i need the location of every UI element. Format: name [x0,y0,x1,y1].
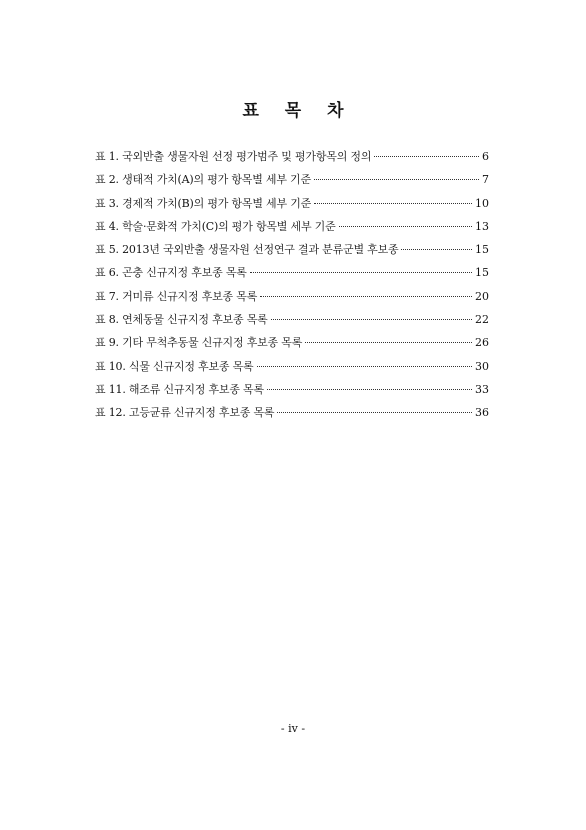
toc-entry-page: 10 [475,196,489,210]
toc-entry-label: 표 4. 학술·문화적 가치(C)의 평가 항목별 세부 기준 [95,219,336,233]
toc-entry-page: 6 [482,150,489,163]
toc-entry-page: 36 [475,406,489,420]
toc-entry[interactable] [95,168,489,191]
dot-leader [339,226,472,227]
toc-entry[interactable] [95,215,489,238]
dot-leader [374,156,479,157]
toc-entry-page: 26 [475,336,489,350]
toc-entry-page: 7 [482,173,489,187]
dot-leader [401,249,472,250]
toc-entry-label: 표 6. 곤충 신규지정 후보종 목록 [95,266,247,280]
toc-entry[interactable] [95,401,489,424]
toc-entry[interactable] [95,145,489,168]
toc-entry-label: 표 1. 국외반출 생물자원 선정 평가범주 및 평가항목의 정의 [95,150,372,163]
dot-leader [271,319,472,320]
toc-entry-label: 표 12. 고등균류 신규지정 후보종 목록 [95,406,275,420]
dot-leader [305,342,472,343]
toc-entry-page: 33 [475,382,489,396]
toc-entry-page: 22 [475,313,489,327]
toc-entry[interactable] [95,192,489,215]
toc-entry[interactable] [95,238,489,261]
dot-leader [257,366,473,367]
toc-entry[interactable] [95,355,489,378]
dot-leader [277,412,472,413]
toc-entry-page: 30 [475,359,489,373]
toc-entry[interactable] [95,285,489,308]
toc-entry-page: 20 [475,289,489,303]
toc-entry-label: 표 3. 경제적 가치(B)의 평가 항목별 세부 기준 [95,196,312,210]
toc-entry-label: 표 8. 연체동물 신규지정 후보종 목록 [95,313,268,327]
toc-entry[interactable] [95,261,489,284]
dot-leader [250,272,472,273]
toc-entry[interactable] [95,308,489,331]
dot-leader [314,203,472,204]
toc-entry-label: 표 10. 식물 신규지정 후보종 목록 [95,359,254,373]
toc-entry-label: 표 7. 거미류 신규지정 후보종 목록 [95,289,258,303]
toc-entry-label: 표 11. 해조류 신규지정 후보종 목록 [95,382,264,396]
toc-entry-label: 표 5. 2013년 국외반출 생물자원 선정연구 결과 분류군별 후보종 [95,243,399,257]
toc-entry-page: 15 [475,266,489,280]
dot-leader [314,179,479,180]
page-title: 표 목 차 [242,101,354,121]
toc-entry-label: 표 9. 기타 무척추동물 신규지정 후보종 목록 [95,336,303,350]
toc-entry-page: 13 [475,219,489,233]
dot-leader [267,389,472,390]
toc-entry[interactable] [95,331,489,354]
table-of-contents-list [95,145,489,425]
dot-leader [260,296,472,297]
toc-entry-label: 표 2. 생태적 가치(A)의 평가 항목별 세부 기준 [95,173,311,187]
toc-entry-page: 15 [475,243,489,257]
page-number-footer: - iv - [280,722,306,735]
toc-entry[interactable] [95,378,489,401]
